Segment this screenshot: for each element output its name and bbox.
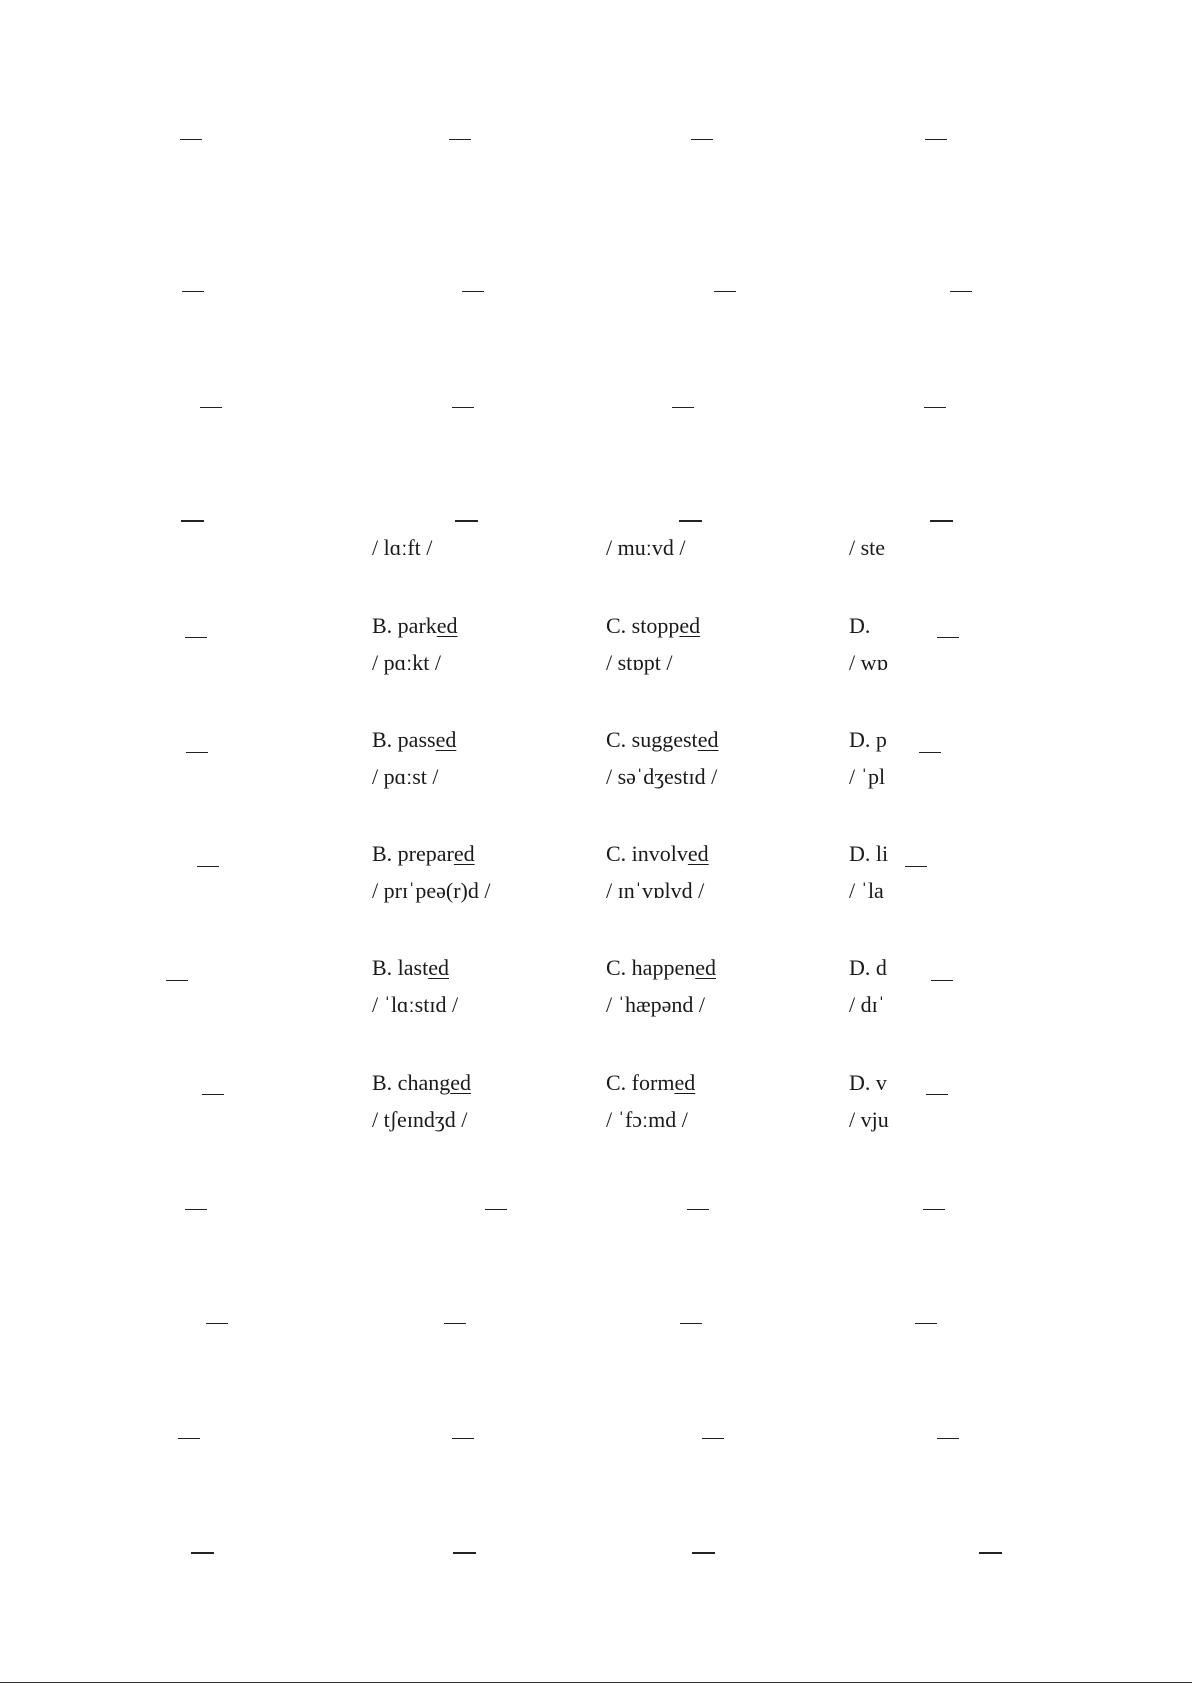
answer-blank xyxy=(191,1552,214,1554)
answer-blank xyxy=(937,1438,959,1439)
option-d-word: D. xyxy=(849,613,871,638)
answer-blank xyxy=(680,1323,702,1324)
option-c-word: C. involved xyxy=(606,841,709,866)
option-b-word: B. passed xyxy=(372,727,457,752)
answer-blank xyxy=(449,139,471,140)
option-b-phonetic: / prɪˈpeə(r)d / xyxy=(372,878,491,903)
answer-blank xyxy=(197,866,219,867)
option-d-word: D. v xyxy=(849,1070,887,1095)
option-c-phonetic: / ɪnˈvɒlvd / xyxy=(606,878,705,903)
option-d-phonetic: / ˈla xyxy=(849,878,884,903)
option-b-phonetic: / tʃeɪndʒd / xyxy=(372,1107,468,1132)
option-c-phonetic: / stɒpt / xyxy=(606,650,673,675)
answer-blank xyxy=(181,520,204,522)
answer-blank xyxy=(679,520,702,522)
option-b-phonetic: / pɑːkt / xyxy=(372,650,441,675)
answer-blank xyxy=(202,1094,224,1095)
option-d-phonetic: / ˈpl xyxy=(849,764,886,789)
answer-blank xyxy=(930,520,953,522)
option-d-word: D. p xyxy=(849,727,887,752)
answer-blank xyxy=(919,752,941,753)
answer-blank xyxy=(200,407,222,408)
answer-blank xyxy=(702,1438,724,1439)
answer-blank xyxy=(691,139,713,140)
answer-blank xyxy=(452,1438,474,1439)
option-d-phonetic: / vju xyxy=(849,1107,889,1132)
answer-blank xyxy=(452,407,474,408)
option-d-word: D. d xyxy=(849,955,887,980)
option-d-phonetic: / wɒ xyxy=(849,650,889,675)
answer-blank xyxy=(185,637,207,638)
answer-blank xyxy=(905,866,927,867)
answer-blank xyxy=(462,291,484,292)
option-b-word: B. lasted xyxy=(372,955,449,980)
option-b-phonetic: / pɑːst / xyxy=(372,764,439,789)
option-b-phonetic: / lɑːft / xyxy=(372,535,433,560)
option-c-phonetic: / ˈhæpənd / xyxy=(606,992,705,1017)
answer-blank xyxy=(926,1094,948,1095)
answer-blank xyxy=(166,980,188,981)
answer-blank xyxy=(444,1323,466,1324)
answer-blank xyxy=(453,1552,476,1554)
option-c-word: C. happened xyxy=(606,955,716,980)
answer-blank xyxy=(455,520,478,522)
answer-blank xyxy=(931,980,953,981)
option-c-word: C. stopped xyxy=(606,613,701,638)
answer-blank xyxy=(206,1323,228,1324)
option-c-phonetic: / səˈdʒestɪd / xyxy=(606,764,718,789)
answer-blank xyxy=(714,291,736,292)
answer-blank xyxy=(915,1323,937,1324)
answer-blank xyxy=(485,1209,507,1210)
option-c-phonetic: / ˈfɔːmd / xyxy=(606,1107,688,1132)
answer-blank xyxy=(687,1209,709,1210)
answer-blank xyxy=(923,1209,945,1210)
option-c-phonetic: / muːvd / xyxy=(606,535,686,560)
answer-blank xyxy=(692,1552,715,1554)
option-c-word: C. suggested xyxy=(606,727,719,752)
option-c-word: C. formed xyxy=(606,1070,696,1095)
option-b-word: B. changed xyxy=(372,1070,471,1095)
answer-blank xyxy=(178,1438,200,1439)
answer-blank xyxy=(182,291,204,292)
answer-blank xyxy=(185,1209,207,1210)
answer-blank xyxy=(186,752,208,753)
answer-blank xyxy=(925,139,947,140)
option-b-word: B. parked xyxy=(372,613,458,638)
answer-blank xyxy=(180,139,202,140)
option-d-phonetic: / dɪˈ xyxy=(849,992,886,1017)
answer-blank xyxy=(937,637,959,638)
option-b-word: B. prepared xyxy=(372,841,475,866)
option-d-phonetic: / ste xyxy=(849,535,886,560)
answer-blank xyxy=(979,1552,1002,1554)
answer-blank xyxy=(924,407,946,408)
answer-blank xyxy=(672,407,694,408)
option-d-word: D. li xyxy=(849,841,889,866)
answer-blank xyxy=(950,291,972,292)
option-b-phonetic: / ˈlɑːstɪd / xyxy=(372,992,459,1017)
footer-rule xyxy=(0,1682,1192,1683)
